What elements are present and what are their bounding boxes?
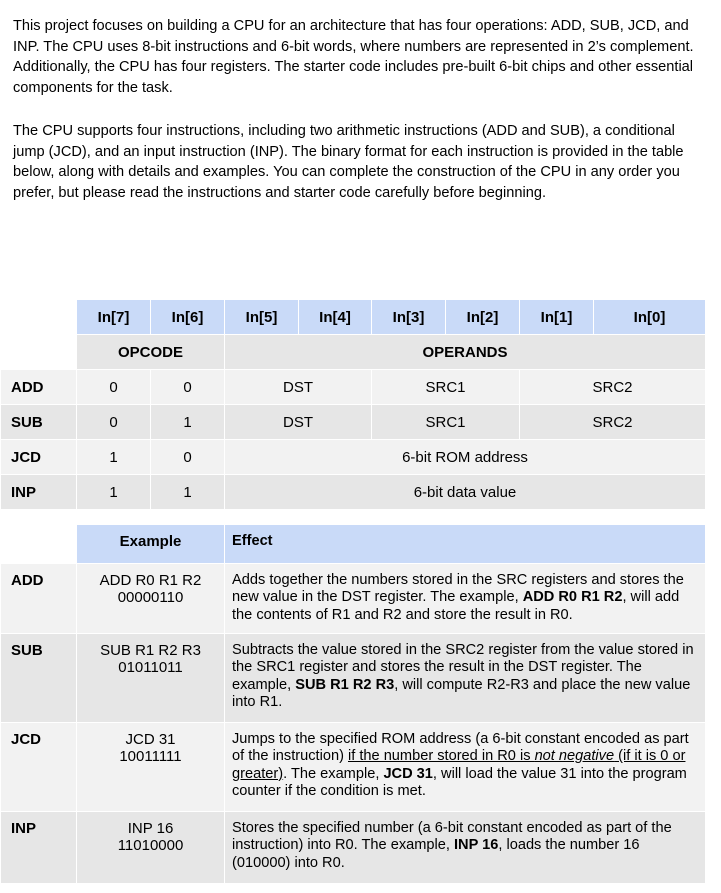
effect-condition-text: if the number stored in R0 is xyxy=(348,748,535,765)
table-row xyxy=(1,634,706,723)
effect-example-bold: INP 16 xyxy=(454,837,499,854)
example-asm: INP 16 xyxy=(127,820,174,837)
bit-header: In[1] xyxy=(520,300,594,335)
bit-value: 0 xyxy=(151,440,225,475)
effect-cell xyxy=(225,723,706,812)
opcode-header: OPCODE xyxy=(77,335,225,370)
effect-text: , will load the value 31 into the program counter if the condition is met. xyxy=(232,765,687,799)
example-binary: 10011111 xyxy=(119,748,182,765)
src1-field: SRC1 xyxy=(372,405,520,440)
blank-cell xyxy=(1,525,77,564)
instruction-name: ADD xyxy=(1,564,77,634)
table-row xyxy=(1,370,706,405)
bit-header: In[4] xyxy=(299,300,372,335)
effect-example-bold: JCD 31 xyxy=(383,765,433,782)
bit-header: In[2] xyxy=(446,300,520,335)
table-row xyxy=(1,723,706,812)
group-header-row xyxy=(1,335,706,370)
table-row xyxy=(1,812,706,884)
bit-header-row xyxy=(1,300,706,335)
example-binary: 01011011 xyxy=(118,659,183,676)
effect-example-bold: SUB R1 R2 R3 xyxy=(295,676,395,693)
table-row xyxy=(1,564,706,634)
bit-value: 1 xyxy=(151,405,225,440)
effect-text: Stores the specified number (a 6-bit constant encoded as part of the instruction) into R0. The example, xyxy=(232,820,672,854)
bit-header: In[5] xyxy=(225,300,299,335)
instruction-effect-table xyxy=(0,524,706,884)
intro-paragraph-1: This project focuses on building a CPU for an architecture that has four operations: ADD, SUB, JCD, and INP. The CPU uses 8-bit instructions and 6-bit words, where numbers are represented in 2’s complement. Additionally, the CPU has four registers. The starter code includes pre-built 6-bit chips and other essential components for the task. xyxy=(13,18,694,96)
blank-cell xyxy=(1,335,77,370)
example-cell xyxy=(77,634,225,723)
effect-cell xyxy=(225,564,706,634)
operand-field: 6-bit data value xyxy=(225,475,706,510)
bit-value: 1 xyxy=(77,440,151,475)
dst-field: DST xyxy=(225,405,372,440)
effect-text: , will compute R2-R3 and place the new value into R1. xyxy=(232,676,691,710)
effect-condition-italic: not negative xyxy=(534,748,615,765)
effect-text: , will add the contents of R1 and R2 and store the result in R0. xyxy=(232,589,680,623)
instruction-name: SUB xyxy=(1,405,77,440)
src2-field: SRC2 xyxy=(520,370,706,405)
bit-header: In[7] xyxy=(77,300,151,335)
operands-header: OPERANDS xyxy=(225,335,706,370)
bit-value: 0 xyxy=(151,370,225,405)
effect-text: Jumps to the specified ROM address (a 6-bit constant encoded as part of the instruction) xyxy=(232,731,689,765)
bit-value: 1 xyxy=(77,475,151,510)
blank-cell xyxy=(1,300,77,335)
operand-field: 6-bit ROM address xyxy=(225,440,706,475)
example-header: Example xyxy=(77,525,225,564)
example-cell xyxy=(77,564,225,634)
effect-text: . The example, xyxy=(283,765,384,782)
example-cell xyxy=(77,723,225,812)
instruction-name: INP xyxy=(1,812,77,884)
instruction-name: SUB xyxy=(1,634,77,723)
instruction-name: INP xyxy=(1,475,77,510)
example-asm: SUB R1 R2 R3 xyxy=(100,642,201,659)
instruction-name: JCD xyxy=(1,723,77,812)
table-row xyxy=(1,475,706,510)
instruction-format-table xyxy=(0,299,706,510)
example-asm: ADD R0 R1 R2 xyxy=(99,572,202,589)
intro-paragraph-2: The CPU supports four instructions, including two arithmetic instructions (ADD and SUB), a conditional jump (JCD), and an input instruction (INP). The binary format for each instruction is provided in the table below, along with details and examples. You can complete the construction of the CPU in any order you prefer, but please read the instructions and starter code carefully before beginning. xyxy=(13,123,684,201)
bit-value: 0 xyxy=(77,405,151,440)
src2-field: SRC2 xyxy=(520,405,706,440)
example-binary: 00000110 xyxy=(117,589,184,606)
bit-value: 0 xyxy=(77,370,151,405)
effect-text: , loads the number 16 (010000) into R0. xyxy=(232,837,640,871)
effect-text: Subtracts the value stored in the SRC2 register from the value stored in the SRC1 register and stores the result in the DST register. The example, xyxy=(232,642,694,693)
bit-header: In[3] xyxy=(372,300,446,335)
example-asm: JCD 31 xyxy=(125,731,176,748)
dst-field: DST xyxy=(225,370,372,405)
table-row xyxy=(1,440,706,475)
bit-header: In[0] xyxy=(594,300,706,335)
effect-cell xyxy=(225,812,706,884)
effect-cell xyxy=(225,634,706,723)
effect-header: Effect xyxy=(225,525,706,564)
instruction-name: JCD xyxy=(1,440,77,475)
table-row xyxy=(1,405,706,440)
instruction-name: ADD xyxy=(1,370,77,405)
effect-condition-text: (if it is 0 or greater) xyxy=(232,748,686,782)
example-binary: 11010000 xyxy=(117,837,184,854)
effect-text: Adds together the numbers stored in the SRC registers and stores the new value in the DST register. The example, xyxy=(232,572,684,606)
bit-header: In[6] xyxy=(151,300,225,335)
effect-header-row xyxy=(1,525,706,564)
bit-value: 1 xyxy=(151,475,225,510)
example-cell xyxy=(77,812,225,884)
src1-field: SRC1 xyxy=(372,370,520,405)
effect-example-bold: ADD R0 R1 R2 xyxy=(522,589,623,606)
